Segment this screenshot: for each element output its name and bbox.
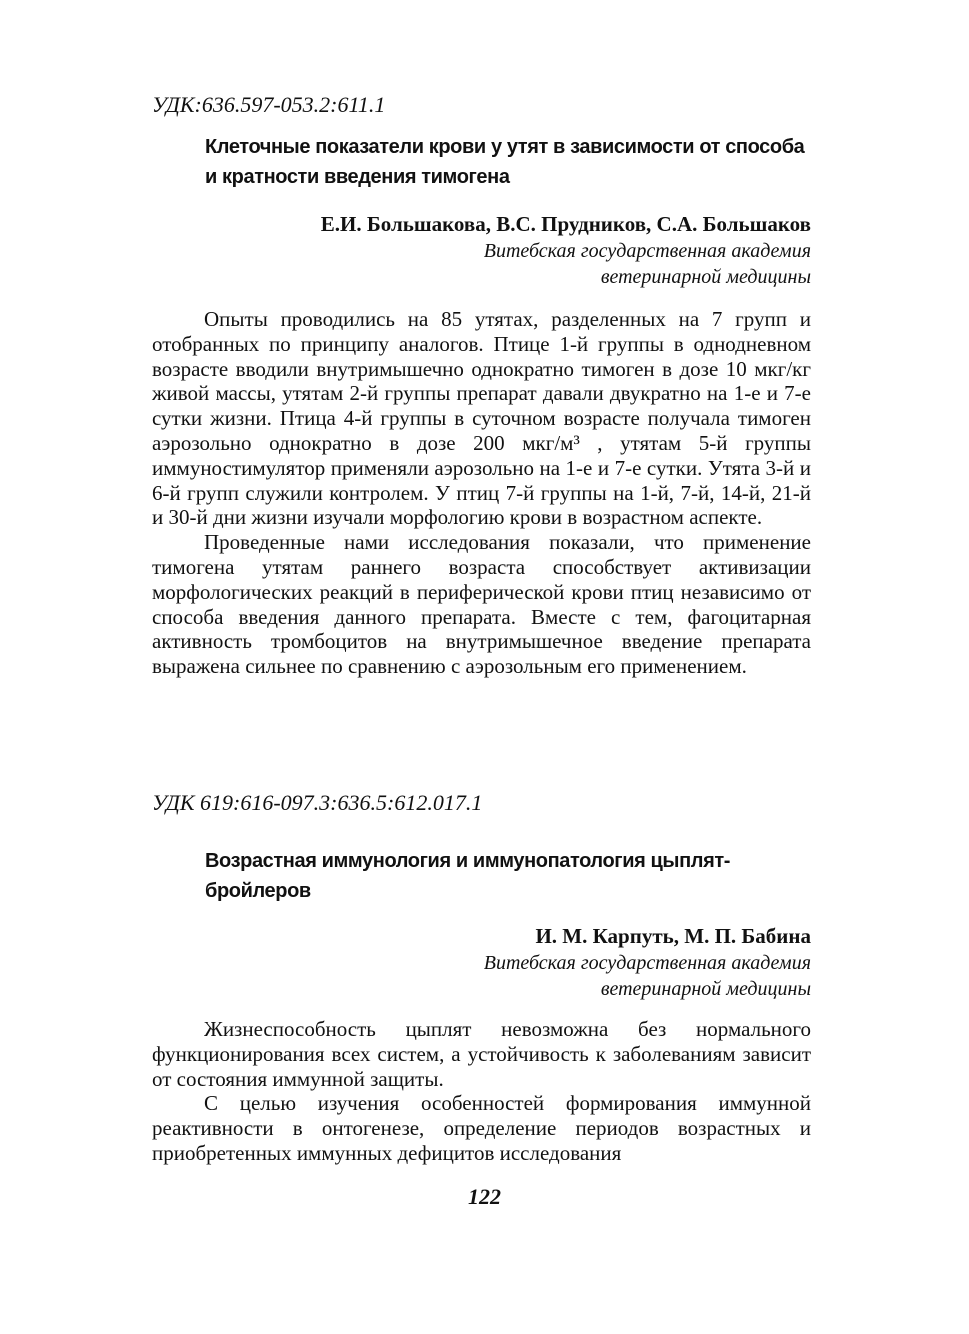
article2-author-block xyxy=(161,922,811,1002)
article1-paragraph-1: Опыты проводились на 85 утятах, разделенных на 7 групп и отобранных по принципу аналогов. Птице 1-й группы в однодневном возрасте вводили внутримышечно однократно тимоген в дозе 10 мкг/кг живой массы, утятам 2-й группы препарат давали двукратно на 1-е и 7-е сутки жизни. Птица 4-й группы в суточном возрасте получала тимоген аэрозольно однократно в дозе 200 мкг/м³ , утятам 5-й группы иммуностимулятор применяли аэрозольно на 1-е и 7-е сутки. Утята 3-й и 6-й групп служили контролем. У птиц 7-й группы на 1-й, 7-й, 14-й, 21-й и 30-й дни жизни изучали морфологию крови в возрастном аспекте. xyxy=(152,307,811,530)
article1-affiliation-line2: ветеринарной медицины xyxy=(600,266,811,288)
article2-title: Возрастная иммунология и иммунопатология цыплят-бройлеров xyxy=(205,850,731,902)
article2-paragraph-2: С целью изучения особенностей формирования иммунной реактивности в онтогенезе, определение периодов возрастных и приобретенных иммунных дефицитов исследования xyxy=(152,1091,811,1165)
page-number: 122 xyxy=(468,1184,501,1209)
article2-affiliation-line2: ветеринарной медицины xyxy=(600,978,811,1000)
article2-body xyxy=(152,1017,811,1166)
article2-paragraph-1: Жизнеспособность цыплят невозможна без нормального функционирования всех систем, а устойчивость к заболеваниям зависит от состояния иммунной защиты. xyxy=(152,1017,811,1091)
article1-affiliation-line1: Витебская государственная академия xyxy=(483,240,811,262)
article2-udk: УДК 619:616-097.3:636.5:612.017.1 xyxy=(152,790,483,815)
article1-udk: УДК:636.597-053.2:611.1 xyxy=(152,92,386,117)
article2-authors: И. М. Карпуть, М. П. Бабина xyxy=(535,924,811,948)
article1-authors: Е.И. Большакова, В.С. Прудников, С.А. Большаков xyxy=(320,212,811,236)
article1-author-block xyxy=(161,210,811,290)
article1-body xyxy=(152,307,811,679)
article2-affiliation-line1: Витебская государственная академия xyxy=(483,952,811,974)
article1-title: Клеточные показатели крови у утят в зависимости от способа и кратности введения тимогена xyxy=(205,136,805,188)
article1-paragraph-2: Проведенные нами исследования показали, что применение тимогена утятам раннего возраста способствует активизации морфологических реакций в периферической крови птиц независимо от способа введения данного препарата. Вместе с тем, фагоцитарная активность тромбоцитов на внутримышечное введение препарата выражена сильнее по сравнению с аэрозольным его применением. xyxy=(152,530,811,679)
